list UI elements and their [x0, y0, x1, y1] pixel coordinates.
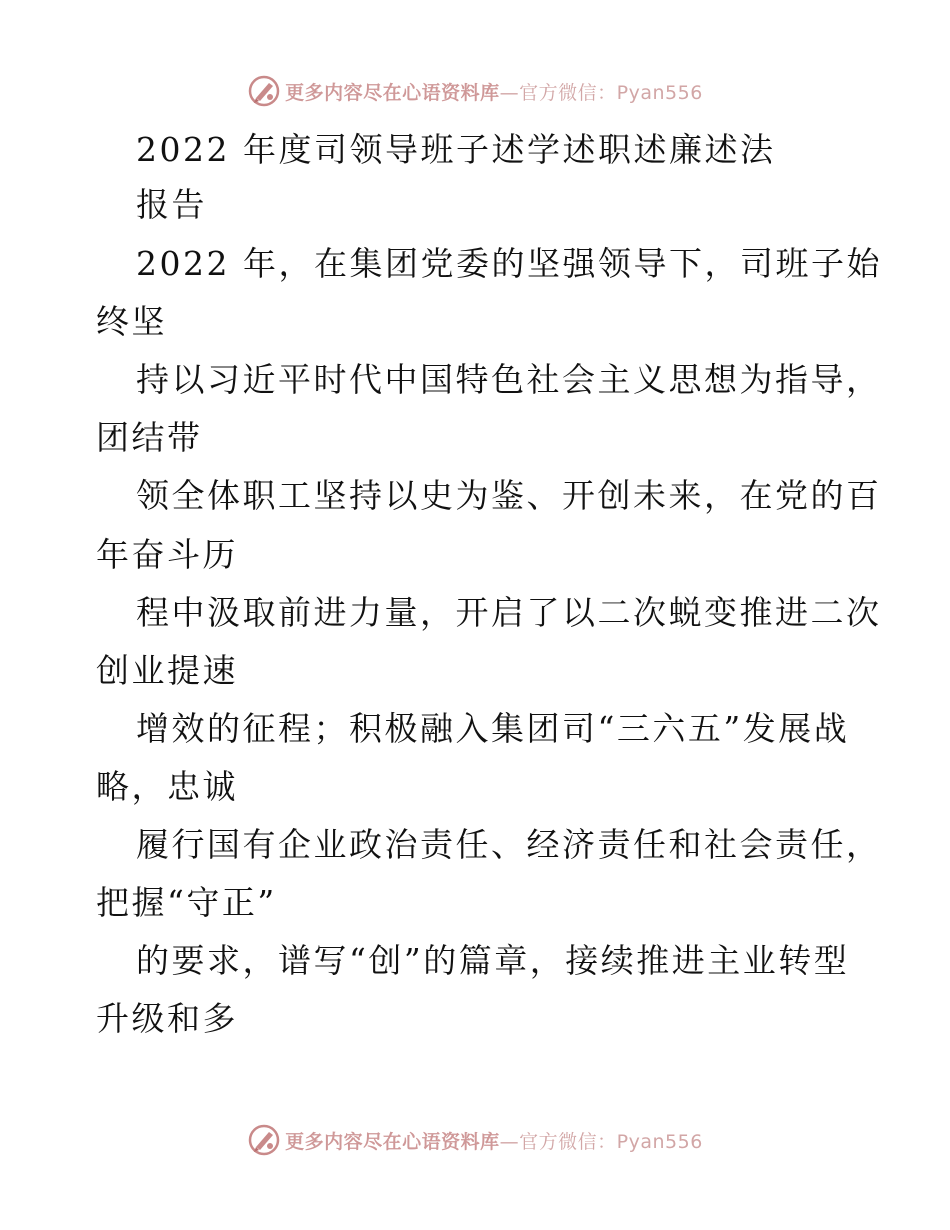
paragraph-line: 程中汲取前进力量，开启了以二次蜕变推进二次 — [136, 593, 882, 632]
document-title-continued: 报告 — [136, 185, 207, 224]
pen-seal-logo-icon — [247, 1123, 281, 1157]
paragraph-line: 的要求，谱写“创”的篇章，接续推进主业转型 — [136, 941, 850, 980]
paragraph-line: 增效的征程；积极融入集团司“三六五”发展战 — [136, 709, 850, 748]
watermark-brand: 更多内容尽在心语资料库 — [285, 1130, 500, 1153]
watermark-suffix: —官方微信：Pyan556 — [499, 81, 703, 104]
paragraph-line: 略，忠诚 — [96, 767, 238, 806]
paragraph-line: 创业提速 — [96, 651, 238, 690]
paragraph-line: 持以习近平时代中国特色社会主义思想为指导， — [136, 360, 882, 399]
paragraph-line: 把握“守正” — [96, 883, 277, 922]
watermark-brand: 更多内容尽在心语资料库 — [285, 81, 500, 104]
paragraph-line: 履行国有企业政治责任、经济责任和社会责任， — [136, 825, 882, 864]
paragraph-line: 终坚 — [96, 302, 167, 341]
watermark-text — [285, 1127, 703, 1154]
header-watermark — [0, 71, 950, 111]
paragraph-line: 2022 年，在集团党委的坚强领导下，司班子始 — [136, 244, 882, 283]
pen-seal-logo-icon — [247, 74, 281, 108]
watermark-suffix: —官方微信：Pyan556 — [499, 1130, 703, 1153]
paragraph-line: 年奋斗历 — [96, 535, 238, 574]
paragraph-line: 团结带 — [96, 418, 203, 457]
watermark-text — [285, 78, 703, 105]
footer-watermark — [0, 1120, 950, 1160]
document-title: 2022 年度司领导班子述学述职述廉述法 — [136, 130, 776, 169]
paragraph-line: 领全体职工坚持以史为鉴、开创未来，在党的百 — [136, 476, 882, 515]
paragraph-line: 升级和多 — [96, 999, 238, 1038]
